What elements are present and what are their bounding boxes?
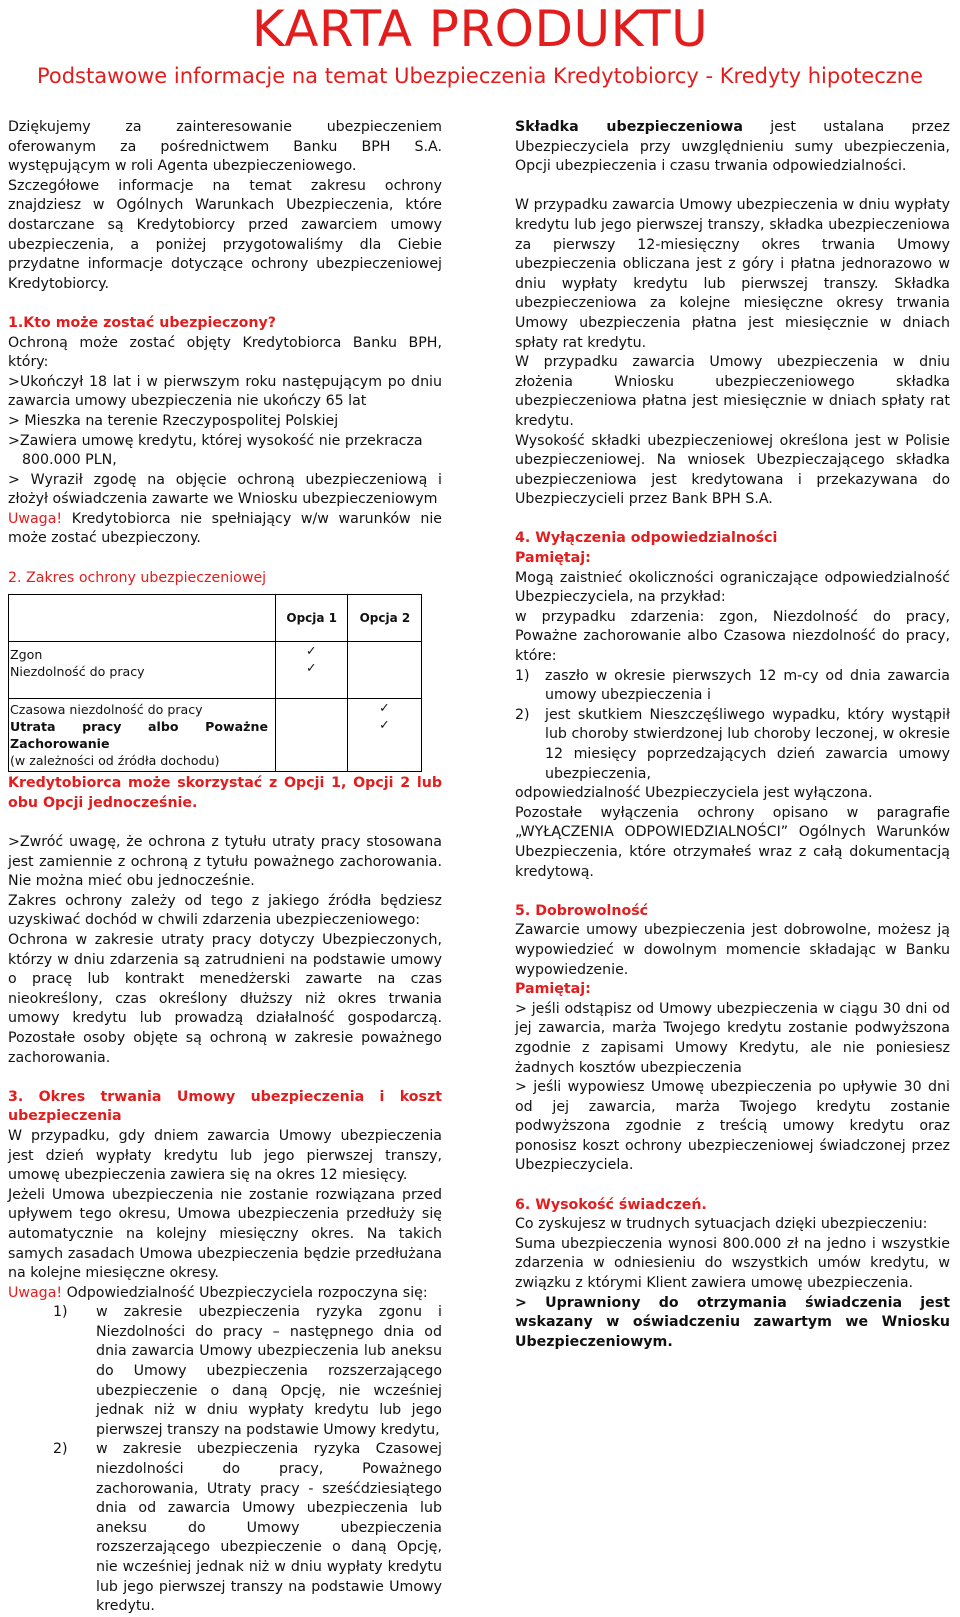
page-subtitle: Podstawowe informacje na temat Ubezpieczenia Kredytobiorcy - Kredyty hipoteczne <box>36 64 924 88</box>
option-2-header: Opcja 2 <box>347 595 421 642</box>
check-icon: ✓ <box>379 717 390 733</box>
warning-label: Uwaga! <box>8 1284 63 1301</box>
section-5-remember: Pamiętaj: <box>515 981 591 998</box>
section-2-title: 2. Zakres ochrony ubezpieczeniowej <box>8 569 267 586</box>
section-2-paragraph-1: >Zwróć uwagę, że ochrona z tytułu utraty pracy stosowana jest zamiennie z ochroną z tytułu poważnego zachorowania. Nie można mieć obu jednocześnie. <box>8 834 442 890</box>
section-4-paragraph-3: odpowiedzialność Ubezpieczyciela jest wyłączona. <box>515 785 873 802</box>
option-1-header: Opcja 1 <box>275 595 347 642</box>
section-4-remember: Pamiętaj: <box>515 550 591 567</box>
section-6-title: 6. Wysokość świadczeń. <box>515 1196 707 1213</box>
section-1-title: 1.Kto może zostać ubezpieczony? <box>8 314 276 331</box>
section-1-item: >Zawiera umowę kredytu, której wysokość nie przekracza <box>8 432 423 449</box>
premium-paragraph-3: Wysokość składki ubezpieczeniowej określona jest w Polisie ubezpieczeniowej. Na wniosek Ubezpieczającego składka ubezpieczeniowa jest kredytowana i przekazywana do Ubezpieczycieli przez Bank BPH S.A. <box>515 432 950 508</box>
section-3-title: 3. Okres trwania Umowy ubezpieczenia i koszt ubezpieczenia <box>8 1088 442 1125</box>
section-1-item: 800.000 PLN, <box>22 452 117 469</box>
section-6-paragraph-3: > Uprawniony do otrzymania świadczenia jest wskazany w oświadczeniu zawartym we Wniosku Ubezpieczeniowym. <box>515 1294 950 1350</box>
table-row: Czasowa niezdolność do pracy Utrata pracy albo Poważne Zachorowanie (w zależności od źródła dochodu) <box>9 699 276 772</box>
section-1-item: > Mieszka na terenie Rzeczypospolitej Polskiej <box>8 412 339 429</box>
check-icon: ✓ <box>305 643 317 659</box>
section-5-paragraph-1: Zawarcie umowy ubezpieczenia jest dobrowolne, możesz ją wypowiedzieć w dowolnym momencie składając w Banku wypowiedzenie. <box>515 922 950 978</box>
section-1-lead: Ochroną może zostać objęty Kredytobiorca Banku BPH, który: <box>8 334 442 371</box>
intro-paragraph-2: Szczegółowe informacje na temat zakresu ochrony znajdziesz w Ogólnych Warunkach Ubezpieczenia, które dostarczane są Kredytobiorcy przed zawarciem umowy ubezpieczenia, a poniżej przygotowaliśmy dla Ciebie przydatne informacje dotyczące ochrony ubezpieczeniowej Kredytobiorcy. <box>8 177 442 292</box>
section-6-paragraph-1: Co zyskujesz w trudnych sytuacjach dzięki ubezpieczeniu: <box>515 1216 928 1233</box>
section-3-paragraph-2: Jeżeli Umowa ubezpieczenia nie zostanie rozwiązana przed upływem tego okresu, Umowa ubezpieczenia przedłuży się automatycznie na kolejny miesięczny okres. Na takich samych zasadach Umowa ubezpieczenia będzie przedłużana na kolejne miesięczne okresy. <box>8 1186 442 1282</box>
table-row: Zgon Niezdolność do pracy <box>9 642 276 699</box>
section-4-paragraph-1: Mogą zaistnieć okoliczności ograniczające odpowiedzialność Ubezpieczyciela, na przykład: <box>515 569 950 606</box>
premium-paragraph: Składka ubezpieczeniowa jest ustalana przez Ubezpieczyciela przy uwzględnieniu sumy ubezpieczenia, Opcji ubezpieczenia i czasu trwania odpowiedzialności. <box>515 119 951 175</box>
coverage-options-table <box>8 594 422 772</box>
section-4-paragraph-2: w przypadku zdarzenia: zgon, Niezdolność do pracy, Poważne zachorowanie albo Czasowa niezdolność do pracy, które: <box>515 608 950 665</box>
option-2-checks <box>347 699 421 772</box>
page-title: KARTA PRODUKTU <box>251 0 709 58</box>
exclusions-list <box>515 667 950 785</box>
option-1-checks <box>275 642 347 699</box>
section-6-paragraph-2: Suma ubezpieczenia wynosi 800.000 zł na jedno i wszystkie zdarzenia w odniesieniu do wszystkich umów kredytu, w związku z którymi Klient zawiera umowę ubezpieczenia. <box>515 1235 950 1292</box>
check-icon: ✓ <box>379 700 390 716</box>
section-1-item: >Ukończył 18 lat i w pierwszym roku następującym po dniu zawarcia umowy ubezpieczenia nie ukończy 65 lat <box>8 373 442 410</box>
list-item: 2) jest skutkiem Nieszczęśliwego wypadku, który wystąpił lub choroby stwierdzonej lub choroby leczonej, w okresie 12 miesięcy poprzedzających dzień zawarcia umowy ubezpieczenia, <box>515 706 950 782</box>
section-2-note: Kredytobiorca może skorzystać z Opcji 1, Opcji 2 lub obu Opcji jednocześnie. <box>8 775 442 811</box>
liability-start-list <box>8 1303 442 1617</box>
intro-paragraph-1: Dziękujemy za zainteresowanie ubezpieczeniem oferowanym za pośrednictwem Banku BPH S.A. występującym w roli Agenta ubezpieczeniowego. <box>8 119 442 175</box>
section-1-item: > Wyraził zgodę na objęcie ochroną ubezpieczeniową i złożył oświadczenia zawarte we Wniosku ubezpieczeniowym <box>8 471 442 508</box>
right-column <box>515 118 950 1352</box>
section-3-warning: Uwaga! Odpowiedzialność Ubezpieczyciela rozpoczyna się: <box>8 1284 428 1301</box>
section-2-paragraph-2: Zakres ochrony zależy od tego z jakiego źródła będziesz uzyskiwać dochód w chwili zdarzenia ubezpieczeniowego: <box>8 892 442 929</box>
section-5-title: 5. Dobrowolność <box>515 902 649 919</box>
list-item: 1) zaszło w okresie pierwszych 12 m-cy od dnia zawarcia umowy ubezpieczenia i <box>515 667 950 704</box>
section-3-paragraph-1: W przypadku, gdy dniem zawarcia Umowy ubezpieczenia jest dzień wypłaty kredytu lub jego pierwszej transzy, umowę ubezpieczenia zawiera się na okres 12 miesięcy. <box>8 1127 442 1184</box>
section-5-paragraph-2: > jeśli odstąpisz od Umowy ubezpieczenia w ciągu 30 dni od jej zawarcia, marża Twojego kredytu zostanie podwyższona zgodnie z zapisami Umowy Kredytu, ale nie poniesiesz żadnych kosztów ubezpieczenia <box>515 1000 950 1076</box>
warning-label: Uwaga! <box>8 510 63 527</box>
list-item: 1) w zakresie ubezpieczenia ryzyka zgonu i Niezdolności do pracy – następnego dnia od dnia zawarcia Umowy ubezpieczenia lub aneksu do Umowy ubezpieczenia rozszerzającego ubezpieczenie o daną Opcję, nie wcześniej jednak niż w dniu wypłaty kredytu lub jego pierwszej transzy na podstawie Umowy kredytu, <box>53 1304 442 1438</box>
section-4-title: 4. Wyłączenia odpowiedzialności <box>515 530 778 547</box>
section-5-paragraph-3: > jeśli wypowiesz Umowę ubezpieczenia po upływie 30 dni od jej zawarcia, marża Twojego kredytu zostanie podwyższona zgodnie z treścią umowy kredytu oraz ponosisz koszt ochrony ubezpieczeniowej świadczonej przez Ubezpieczyciela. <box>515 1079 950 1174</box>
left-column <box>8 118 442 1617</box>
list-item: 2) w zakresie ubezpieczenia ryzyka Czasowej niezdolności do pracy, Poważnego zachorowania, Utraty pracy - sześćdziesiątego dnia od zawarcia Umowy ubezpieczenia lub aneksu do Umowy ubezpieczenia rozszerzającego ubezpieczenie o daną Opcję, nie wcześniej jednak niż w dniu wypłaty kredytu lub jego pierwszej transzy na podstawie Umowy kredytu. <box>53 1441 442 1615</box>
premium-paragraph-2: W przypadku zawarcia Umowy ubezpieczenia w dniu złożenia Wniosku ubezpieczeniowego składka ubezpieczeniowa płatna jest miesięcznie w dniach spłaty rat kredytu. <box>515 354 950 429</box>
section-2-paragraph-3: Ochrona w zakresie utraty pracy dotyczy Ubezpieczonych, którzy w dniu zdarzenia są zatrudnieni na podstawie umowy o pracę lub kontrakt menedżerski zawarte na czas nieokreślony, czas określony dłuższy niż okres trwania umowy kredytu lub prowadzą działalność gospodarczą. Pozostałe osoby objęte są ochroną w zakresie poważnego zachorowania. <box>8 932 442 1066</box>
check-icon: ✓ <box>305 660 317 676</box>
section-4-paragraph-4: Pozostałe wyłączenia ochrony opisano w paragrafie „WYŁĄCZENIA ODPOWIEDZIALNOŚCI” Ogólnych Warunków Ubezpieczenia, które otrzymałeś wraz z całą dokumentacją kredytową. <box>515 804 950 880</box>
premium-paragraph-1: W przypadku zawarcia Umowy ubezpieczenia w dniu wypłaty kredytu lub jego pierwszej transzy, składka ubezpieczeniowa za pierwszy 12-miesięczny okres trwania Umowy ubezpieczenia obliczana jest z góry i płatna jednorazowo w dniu wypłaty kredytu lub pierwszej transzy. Składka ubezpieczeniowa za kolejne miesięczne okresy trwania Umowy ubezpieczenia płatna jest miesięcznie w dniach spłaty rat kredytu. <box>515 197 950 351</box>
section-1-warning: Uwaga! Kredytobiorca nie spełniający w/w warunków nie może zostać ubezpieczony. <box>8 510 442 547</box>
